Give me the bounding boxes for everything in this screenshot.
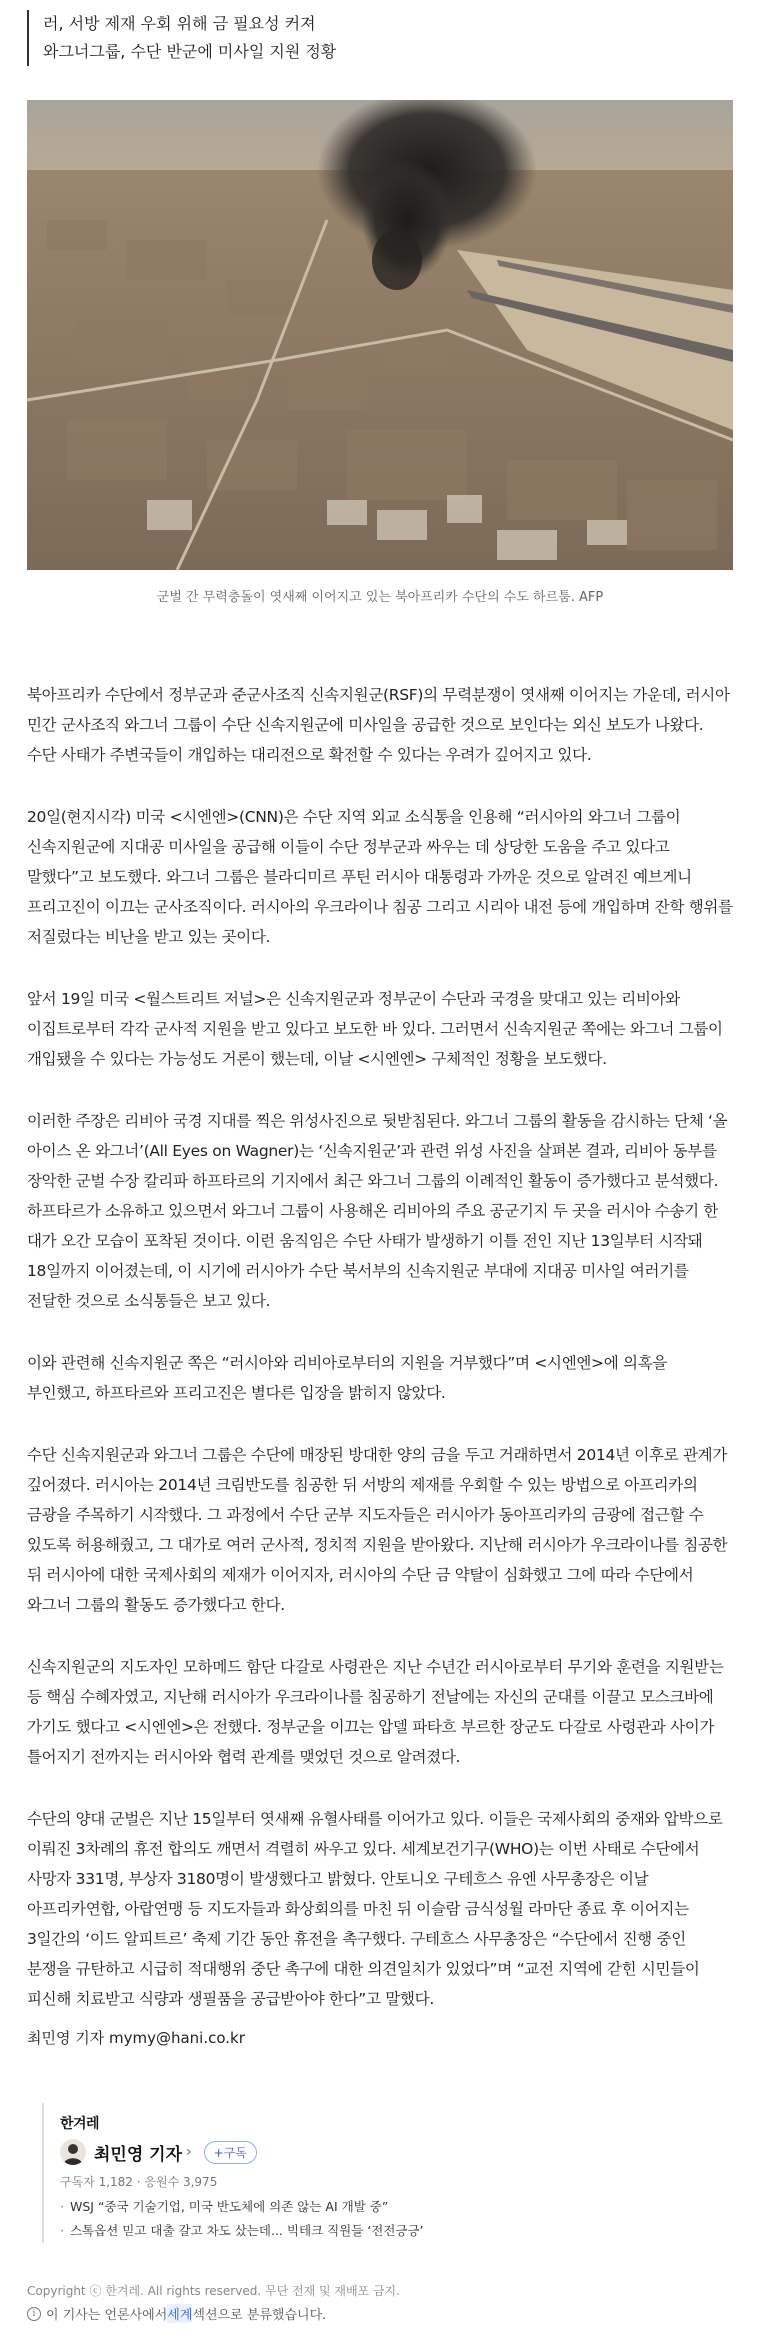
article-byline: 최민영 기자 mymy@hani.co.kr <box>27 2029 245 2047</box>
reporter-article-link[interactable]: · WSJ “중국 기술기업, 미국 반도체에 의존 않는 AI 개발 중” <box>60 2195 424 2219</box>
article-paragraph: 수단 신속지원군과 와그너 그룹은 수단에 매장된 방대한 양의 금을 두고 거래하면서 2014년 이후로 관계가 깊어졌다. 러시아는 2014년 크림반도를 침공한 뒤 서방의 제재를 우회할 수 있는 방법으로 아프리카의 금광을 주목하기 시작했다. 그 과정에서 수단 군부 지도자들은 러시아가 동아프리카의 금광에 접근할 수 있도록 허용해줬고, 그 대가로 여러 군사적, 정치적 지원을 받아왔다. 지난해 러시아가 우크라이나를 침공한 뒤 러시아에 대한 국제사회의 제재가 이어지자, 러시아의 수단 금 약탈이 심화했고 그에 따라 수단에서 와그너 그룹의 활동도 증가했다고 한다. <box>27 1446 728 1614</box>
article-paragraph: 이러한 주장은 리비아 국경 지대를 찍은 위성사진으로 뒷받침된다. 와그너 그룹의 활동을 감시하는 단체 ‘올 아이스 온 와그너’(All Eyes on Wagner)는 ‘신속지원군’과 관련 위성 사진을 살펴본 결과, 리비아 동부를 장악한 군벌 수장 칼리파 하프타르의 기지에서 최근 와그너 그룹의 이례적인 활동이 증가했다고 분석했다. 하프타르가 소유하고 있으면서 와그너 그룹이 사용해온 리비아의 주요 공군기지 두 곳을 러시아 수송기 한 대가 오간 모습이 포착된 것이다. 이런 움직임은 수단 사태가 발생하기 이틀 전인 지난 13일부터 시작돼 18일까지 이어졌는데, 이 시기에 러시아가 수단 북서부의 신속지원군 부대에 지대공 미사일 여러기를 전달한 것으로 소식통들은 보고 있다. <box>27 1112 728 1310</box>
subhead-line-2: 와그너그룹, 수단 반군에 미사일 지원 정황 <box>43 42 337 61</box>
photo-caption: 군벌 간 무력충돌이 엿새째 이어지고 있는 북아프리카 수단의 수도 하르툼. AFP <box>156 590 604 605</box>
section-link[interactable]: 세계 <box>167 2304 192 2323</box>
article-paragraph: 이와 관련해 신속지원군 쪽은 “러시아와 리비아로부터의 지원을 거부했다”며 <시엔엔>에 의혹을 부인했고, 하프타르와 프리고진은 별다른 입장을 밝히지 않았다. <box>27 1354 668 1402</box>
article-photo[interactable] <box>27 100 733 570</box>
article-paragraph: 북아프리카 수단에서 정부군과 준군사조직 신속지원군(RSF)의 무력분쟁이 엿새째 이어지는 가운데, 러시아 민간 군사조직 와그너 그룹이 수단 신속지원군에 미사일을 공급한 것으로 보인다는 외신 보도가 나왔다. 수단 사태가 주변국들이 개입하는 대리전으로 확전할 수 있다는 우려가 깊어지고 있다. <box>27 686 730 764</box>
person-icon <box>60 2139 86 2165</box>
chevron-right-icon[interactable]: › <box>186 2144 192 2160</box>
media-logo[interactable]: 한겨레 <box>60 2116 100 2132</box>
subhead-line-1: 러, 서방 제재 우회 위해 금 필요성 커져 <box>43 14 316 33</box>
section-note-suffix: 섹션으로 분류했습니다. <box>192 2308 327 2323</box>
avatar[interactable] <box>60 2139 86 2165</box>
reporter-card <box>42 2103 738 2243</box>
article-subhead <box>27 10 743 66</box>
article-paragraph: 앞서 19일 미국 <월스트리트 저널>은 신속지원군과 정부군이 수단과 국경을 맞대고 있는 리비아와 이집트로부터 각각 군사적 지원을 받고 있다고 보도한 바 있다. 그러면서 신속지원군 쪽에는 와그너 그룹이 개입됐을 수 있다는 가능성도 거론이 했는데, 이날 <시엔엔> 구체적인 정황을 보도했다. <box>27 990 723 1068</box>
aerial-city-image <box>27 100 733 570</box>
reporter-name[interactable]: 최민영 기자 <box>94 2144 183 2165</box>
article-paragraph: 신속지원군의 지도자인 모하메드 함단 다갈로 사령관은 지난 수년간 러시아로부터 무기와 훈련을 지원받는 등 핵심 수혜자였고, 지난해 러시아가 우크라이나를 침공하기 전날에는 자신의 군대를 이끌고 모스크바에 가기도 했다고 <시엔엔>은 전했다. 정부군을 이끄는 압델 파타흐 부르한 장군도 다갈로 사령관과 사이가 틀어지기 전까지는 러시아와 협력 관계를 맺었던 것으로 알려졌다. <box>27 1658 724 1766</box>
section-note-prefix: 이 기사는 언론사에서 <box>46 2308 168 2323</box>
info-icon: i <box>27 2307 41 2321</box>
article-body <box>27 680 733 2046</box>
reporter-article-list <box>60 2195 424 2243</box>
reporter-stats: 구독자 1,182 · 응원수 3,975 <box>60 2175 218 2189</box>
reporter-row <box>60 2139 257 2165</box>
copyright-text: Copyright ⓒ 한겨레. All rights reserved. 무단 전재 및 재배포 금지. <box>27 2284 400 2298</box>
reporter-article-link[interactable]: · 스톡옵션 믿고 대출 갈고 차도 샀는데... 빅테크 직원들 ‘전전긍긍’ <box>60 2219 424 2243</box>
article-paragraph: 20일(현지시각) 미국 <시엔엔>(CNN)은 수단 지역 외교 소식통을 인용해 “러시아의 와그너 그룹이 신속지원군에 지대공 미사일을 공급해 이들이 수단 정부군과 싸우는 데 상당한 도움을 주고 있다고 말했다”고 보도했다. 와그너 그룹은 블라디미르 푸틴 러시아 대통령과 가까운 것으로 알려진 예브게니 프리고진이 이끄는 군사조직이다. 러시아의 우크라이나 침공 그리고 시리아 내전 등에 개입하며 잔학 행위를 저질렀다는 비난을 받고 있는 곳이다. <box>27 808 733 946</box>
subscribe-button[interactable]: +구독 <box>204 2141 257 2164</box>
section-note <box>27 2304 326 2323</box>
article-paragraph: 수단의 양대 군벌은 지난 15일부터 엿새째 유혈사태를 이어가고 있다. 이들은 국제사회의 중재와 압박으로 이뤄진 3차례의 휴전 합의도 깨면서 격렬히 싸우고 있다. 세계보건기구(WHO)는 이번 사태로 수단에서 사망자 331명, 부상자 3180명이 발생했다고 밝혔다. 안토니오 구테흐스 유엔 사무총장은 이날 아프리카연합, 아랍연맹 등 지도자들과 화상회의를 마친 뒤 이슬람 금식성월 라마단 종료 후 이어지는 3일간의 ‘이드 알피트르’ 축제 기간 동안 휴전을 촉구했다. 구테흐스 사무총장은 “수단에서 진행 중인 분쟁을 규탄하고 시급히 적대행위 중단 촉구에 대한 의견일치가 있었다”며 “교전 지역에 갇힌 시민들이 피신해 치료받고 식량과 생필품을 공급받아야 한다”고 말했다. <box>27 1810 723 2008</box>
